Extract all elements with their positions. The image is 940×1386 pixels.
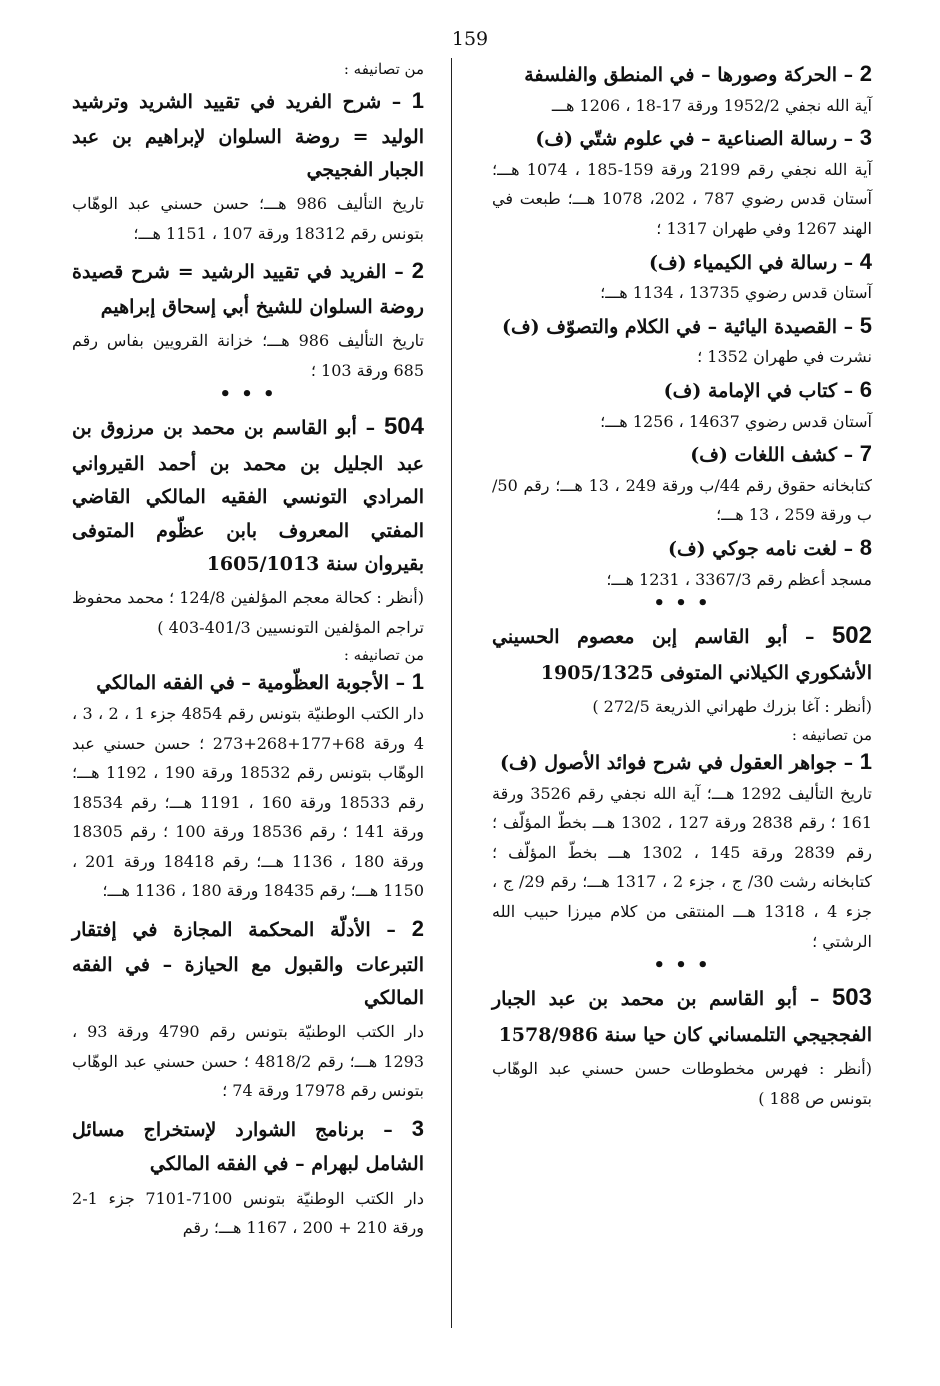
- section-heading: 3 – برنامج الشوارد لإستخراج مسائل الشامل لبهرام – في الفقه المالكي: [72, 1115, 424, 1176]
- section-heading: 3 – رسالة الصناعية – في علوم شتّي (ف): [535, 125, 872, 151]
- bibliographic-note: آية الله نجفي رقم 2199 ورقة 159-185 ، 1074 هـــ؛ آستان قدس رضوي 787 ، 202، 1078 هـــ؛ طبعت في الهند 1267 وفي طهران 1317 ؛: [492, 159, 873, 238]
- section-heading: 8 – لغت نامه جوكي (ف): [668, 534, 872, 560]
- section-heading: 1 – شرح الفريد في تقييد الشريد وترشيد الوليد = روضة السلوان لإبراهيم بن عبد الجبار الفجيجي: [72, 88, 424, 181]
- bibliographic-note: (أنظر : كحالة معجم المؤلفين 124/8 ؛ محمد محفوظ تراجم المؤلفين التونسيين 401/3-403 ): [72, 588, 424, 637]
- section-heading: 4 – رسالة في الكيمياء (ف): [648, 248, 872, 274]
- works-label: من تصانيفه :: [791, 725, 872, 744]
- section-separator: • • •: [653, 955, 711, 977]
- section-heading: 2 – الفريد في تقييد الرشيد = شرح قصيدة روضة السلوان للشيخ أبي إسحاق إبراهيم: [72, 258, 424, 318]
- bibliographic-note: دار الكتب الوطنيّة بتونس رقم 4854 جزء 1 ، 2 ، 3 ، 4 ورقة 68+177+268+273 ؛ حسن حسني عبد الوهّاب بتونس رقم 18532 ورقة 190 ، 1192 هـــ؛ رقم 18533 ورقة 160 ، 1191 هـــ؛ رقم 18534 ورقة 141 ؛ رقم 18536 ورقة 100 ؛ رقم 18305 ورقة 180 ، 1136 هـــ؛ رقم 18418 ورقة 201 ، 1150 هـــ؛ رقم 18435 ورقة 180 ، 1136 هـــ؛: [72, 703, 425, 901]
- page-number: 159: [451, 28, 489, 50]
- bibliographic-note: آستان قدس رضوي 14637 ، 1256 هـــ؛: [600, 411, 872, 431]
- section-heading: 1 – جواهر العقول في شرح فوائد الأصول (ف): [499, 748, 872, 774]
- section-heading: 6 – كتاب في الإمامة (ف): [663, 376, 872, 402]
- bibliographic-note: كتابخانه حقوق رقم 44/ب ورقة 249 ، 13 هـــ؛ رقم 50/ب ورقة 259 ، 13 هـــ؛: [492, 475, 872, 525]
- bibliographic-note: تاريخ التأليف 986 هـــ؛ حسن حسني عبد الوهّاب بتونس رقم 18312 ورقة 107 ، 1151 هـــ؛: [72, 194, 425, 243]
- bibliographic-note: دار الكتب الوطنيّة بتونس رقم 4790 ورقة 93 ، 1293 هـــ؛ رقم 4818/2 ؛ حسن حسني عبد الوهّاب بتونس رقم 17978 ورقة 74 ؛: [72, 1022, 424, 1101]
- author-entry: 504 – أبو القاسم بن محمد بن مرزوق بن عبد الجليل بن محمد بن أحمد القيرواني المرادي التونسي الفقيه المالكي القاضي المفتي المعروف بابن عظّوم المتوفى بقيروان سنة 1605/1013: [72, 413, 424, 575]
- bibliographic-note: تاريخ التأليف 986 هـــ؛ خزانة القرويين بفاس رقم 685 ورقة 103 ؛: [72, 330, 425, 380]
- bibliographic-note: (أنظر : آغا بزرك طهراني الذريعة 272/5 ): [592, 697, 872, 717]
- bibliographic-note: تاريخ التأليف 1292 هـــ؛ آية الله نجفي رقم 3526 ورقة 161 ؛ رقم 2838 ورقة 127 ، 1302 هـــ بخطّ المؤلّف ؛ رقم 2839 ورقة 145 ، 1302 هـــ بخطّ المؤلّف ؛ كتابخانه رشت 30/ ج ، جزء 2 ، 1317 هـــ؛ رقم 29/ ج ، جزء 4 ، 1318 هـــ المنتقى من كلام ميرزا حبيب الله الرشتي ؛: [492, 783, 873, 951]
- author-entry: 502 – أبو القاسم إبن معصوم الحسيني الأشكوري الكيلاني المتوفى 1905/1325: [492, 622, 872, 685]
- section-separator: • • •: [653, 593, 711, 615]
- bibliographic-note: دار الكتب الوطنيّة بتونس 7100-7101 جزء 1-2 ورقة 210 + 200 ، 1167 هـــ؛ رقم: [72, 1188, 424, 1238]
- section-heading: 1 – الأجوبة العظّومية – في الفقه المالكي: [96, 669, 424, 695]
- left-column: [72, 56, 424, 1246]
- section-separator: • • •: [219, 384, 277, 406]
- bibliographic-note: آستان قدس رضوي 13735 ، 1134 هـــ؛: [600, 283, 872, 303]
- column-divider: [451, 58, 452, 1328]
- section-heading: 2 – الأدلّة المحكمة المجازة في إفتقار التبرعات والقبول مع الحيازة – في الفقه المالكي: [72, 916, 424, 1009]
- works-label: من تصانيفه :: [343, 646, 424, 665]
- section-heading: 5 – القصيدة اليائية – في الكلام والتصوّف (ف): [501, 312, 872, 338]
- section-heading: 7 – كشف اللغات (ف): [690, 441, 872, 467]
- bibliographic-note: آية الله نجفي 1952/2 ورقة 17-18 ، 1206 هـــ: [551, 95, 872, 115]
- bibliographic-note: مسجد أعظم رقم 3367/3 ، 1231 هـــ؛: [606, 569, 872, 589]
- right-column: [492, 56, 872, 1117]
- author-entry: 503 – أبو القاسم بن محمد بن عبد الجبار الفججيجي التلمساني كان حيا سنة 1578/986: [492, 984, 872, 1047]
- bibliographic-note: (أنظر : فهرس مخطوطات حسن حسني عبد الوهّاب بتونس ص 188 ): [492, 1059, 872, 1108]
- works-label: من تصانيفه :: [343, 60, 424, 78]
- bibliographic-note: نشرت في طهران 1352 ؛: [697, 347, 872, 367]
- section-heading: 2 – الحركة وصورها – في المنطق والفلسفة: [524, 61, 872, 86]
